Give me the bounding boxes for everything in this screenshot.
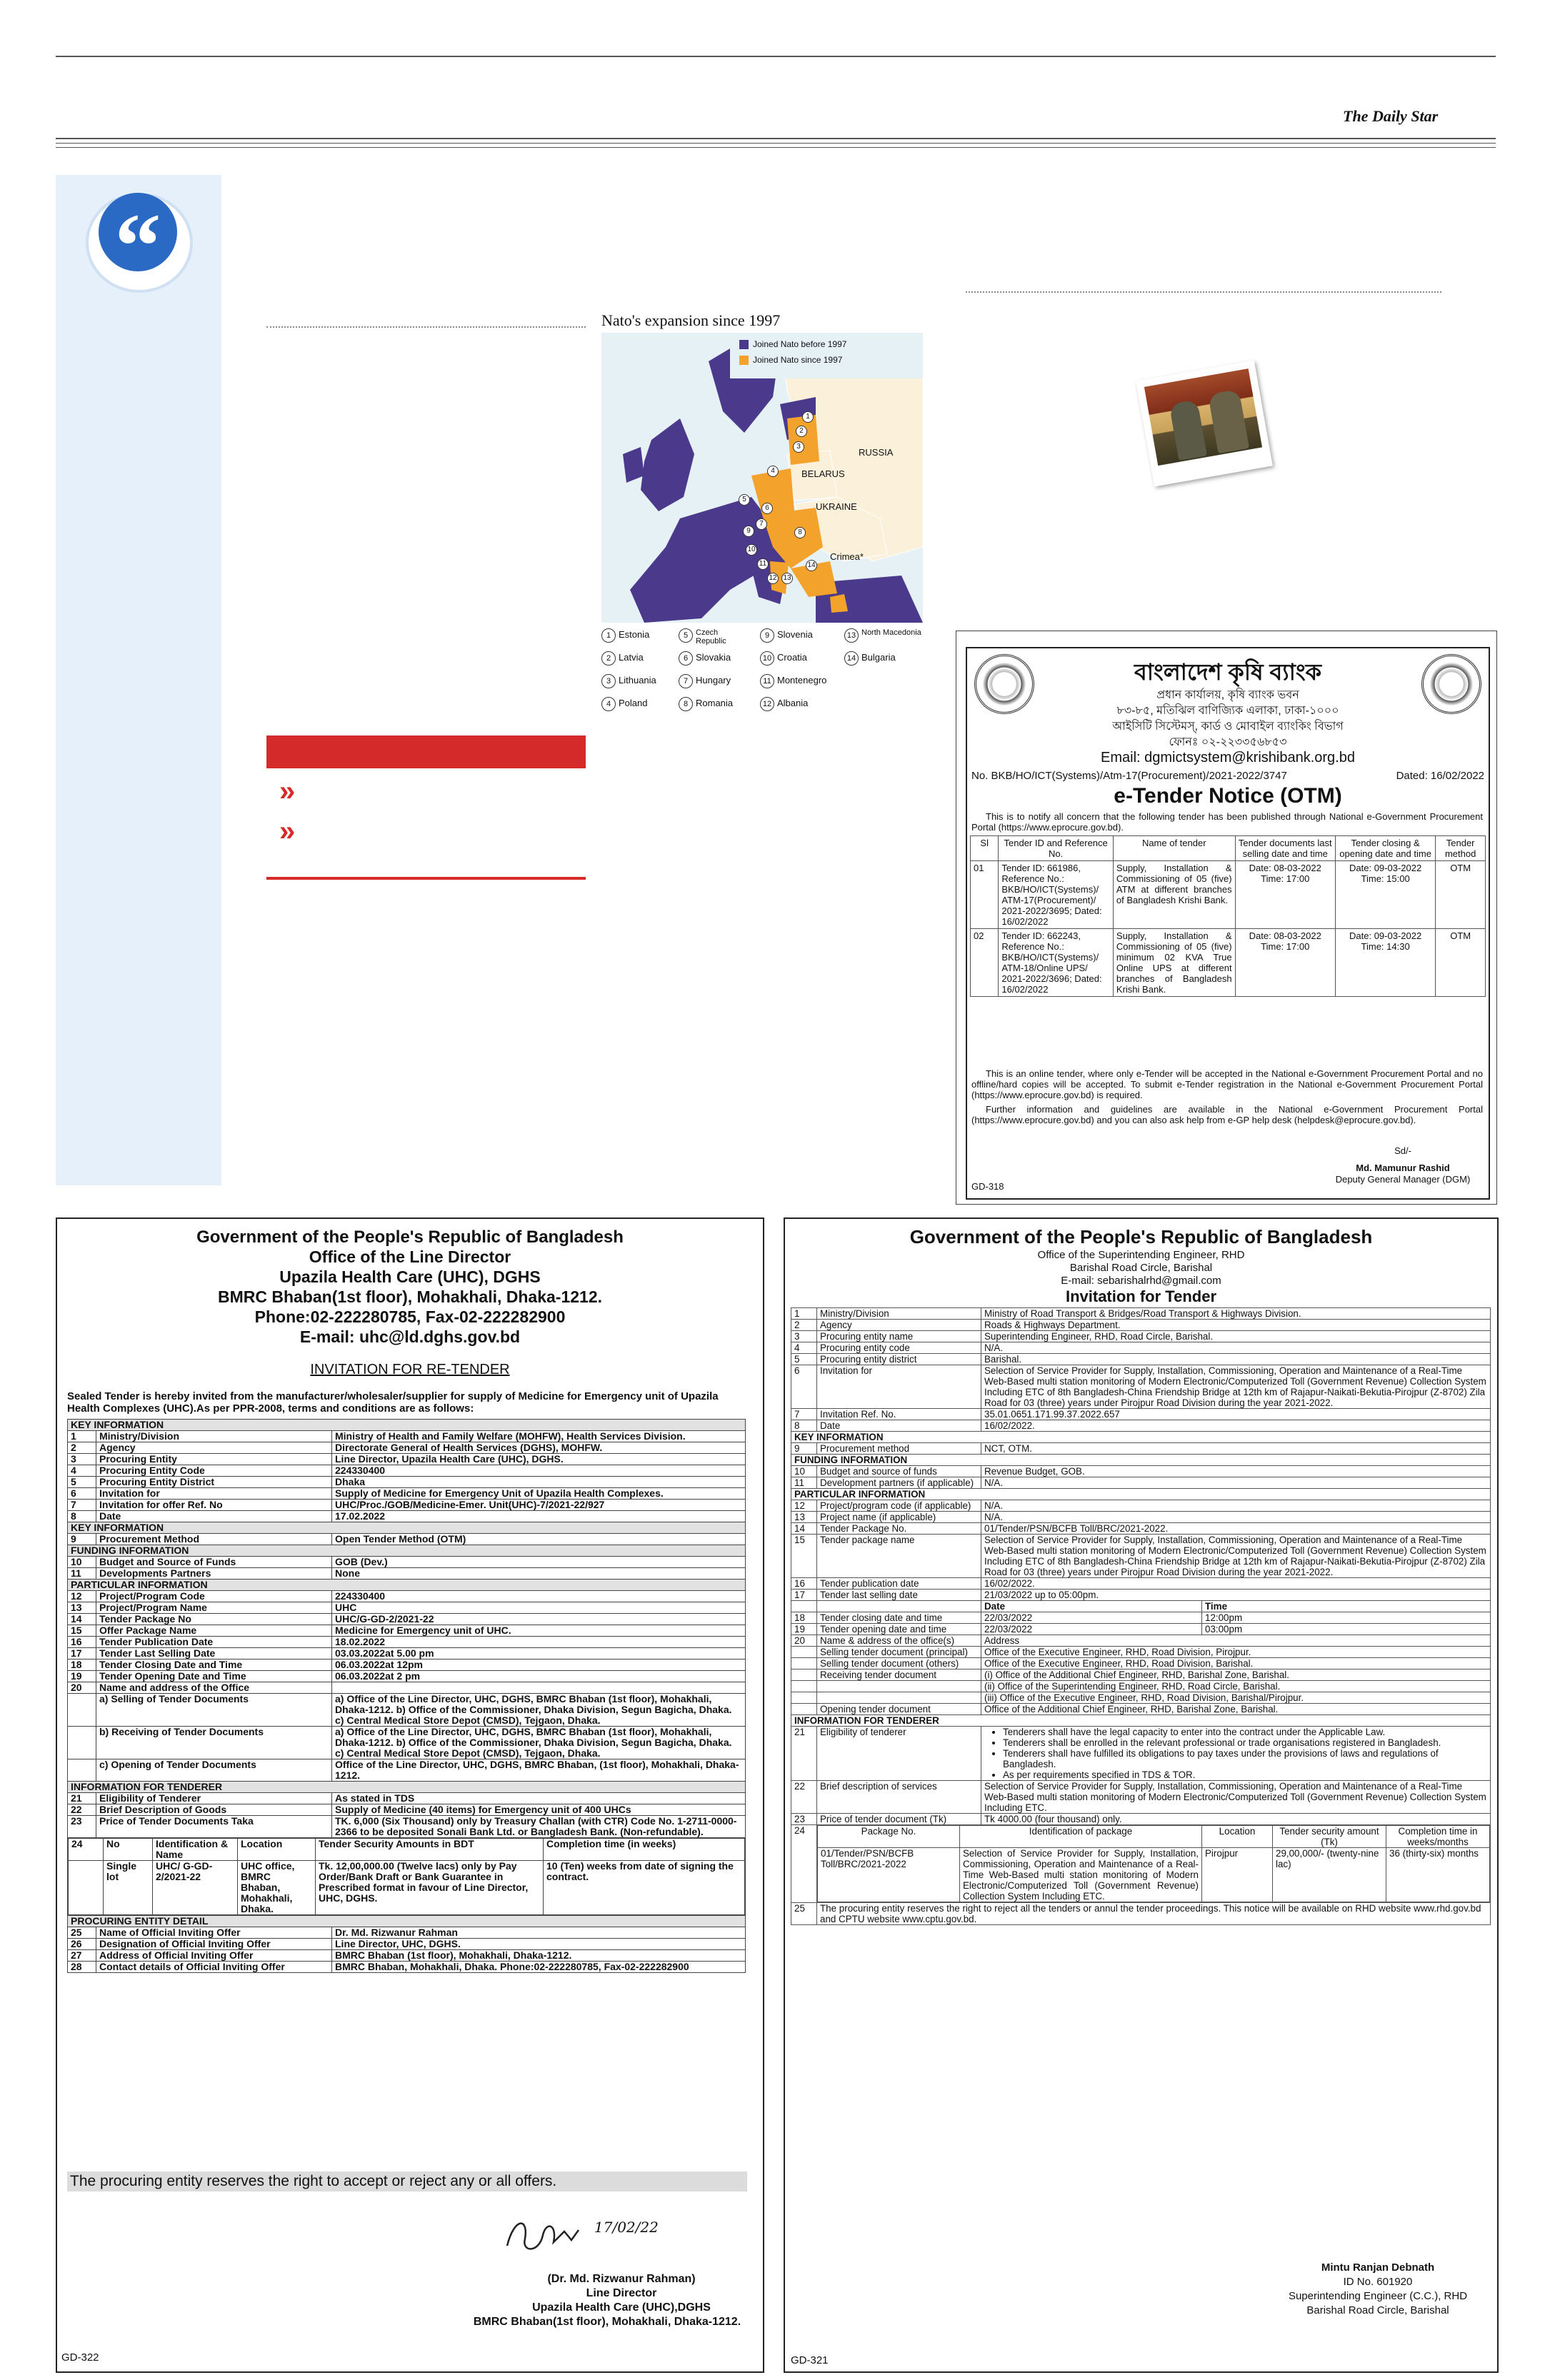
signer-title: Superintending Engineer (C.C.), RHD <box>1288 2290 1468 2302</box>
table-row: 18 Tender closing date and time 22/03/2022 12:00pm <box>791 1612 1491 1624</box>
table-row: 16 Tender Publication Date 18.02.2022 <box>68 1637 746 1648</box>
tender-date: Dated: 16/02/2022 <box>1396 770 1484 782</box>
section-header: INFORMATION FOR TENDERER <box>68 1782 746 1793</box>
table-row: 4 Procuring Entity Code 224330400 <box>68 1465 746 1477</box>
table-row: 6 Invitation for Supply of Medicine for Emergency Unit of Upazila Health Complexes. <box>68 1488 746 1500</box>
table-row: 20 Name and address of the Office <box>68 1682 746 1694</box>
nato-map <box>601 333 923 623</box>
highlights-footer <box>266 877 586 880</box>
map-marker: 3 <box>793 441 804 453</box>
package-header: Package No. Identification of package Location Tender security amount (Tk) Completion time in weeks/months <box>818 1826 1490 1848</box>
map-marker: 9 <box>743 526 754 537</box>
bank-address-bn: প্রধান কার্যালয়, কৃষি ব্যাংক ভবন <box>1156 689 1299 701</box>
bank-phone-bn: ফোনঃ ০২-২২৩৩৫৬৮৫৩ <box>1169 736 1287 748</box>
key-item: 13 North Macedonia <box>844 628 923 643</box>
map-marker: 4 <box>767 466 779 477</box>
map-marker: 14 <box>806 560 817 571</box>
section-header: KEY INFORMATION <box>68 1522 746 1534</box>
table-row: (iii) Office of the Executive Engineer, RHD, Road Division, Barishal/Pirojpur. <box>791 1692 1491 1704</box>
list-item: • As per requirements specified in TDS & TOR. <box>1003 1769 1487 1780</box>
section-header: PARTICULAR INFORMATION <box>791 1489 1491 1500</box>
legend-since: Joined Nato since 1997 <box>753 355 843 365</box>
section-header: INFORMATION FOR TENDERER <box>791 1715 1491 1727</box>
map-marker: 2 <box>796 426 807 437</box>
rhd-info-table <box>791 1307 1491 1925</box>
table-row: 11 Developments Partners None <box>68 1568 746 1580</box>
table-row: 25 The procuring entity reserves the right to reject all the tenders or annul the tender proceedings. This notice will be available on RHD website www.rhd.gov.bd and CPTU website www.cptu.gov.bd. <box>791 1903 1491 1925</box>
office-address: BMRC Bhaban(1st floor), Mohakhali, Dhaka-1212. <box>217 1287 603 1306</box>
table-row: 19 Tender Opening Date and Time 06.03.2022at 2 pm <box>68 1671 746 1682</box>
section-header: KEY INFORMATION <box>791 1432 1491 1443</box>
office-title: Office of the Line Director <box>309 1247 511 1266</box>
europe-map-graphic <box>601 333 923 623</box>
table-row: Selling tender document (others) Office of the Executive Engineer, RHD, Road Division, Barishal. <box>791 1658 1491 1669</box>
table-row: c) Opening of Tender Documents Office of the Line Director, UHC, DGHS, BMRC Bhaban, (1st floor), Mohakhali, Dhaka-1212. <box>68 1759 746 1782</box>
table-row: 23 Price of Tender Documents Taka TK. 6,000 (Six Thousand) only by Treasury Challan (with CTR) Code No. 1-2711-0000-2366 to be deposited Sonali Bank Ltd. or Bangladesh Bank. (Non-refundable). <box>68 1816 746 1838</box>
lot-section <box>68 1838 746 1916</box>
table-row: 02 Tender ID: 662243, Reference No.: BKB/HO/ICT(Systems)/ ATM-18/Online UPS/ 2021-2022/3696; Dated: 16/02/2022 Supply, Installation & Commissioning of 05 (five) minimum 02 KVA True Online UPS at different branches of Bangladesh Krishi Bank. Date: 08-03-2022 Time: 17:00 Date: 09-03-2022 Time: 14:30 OTM <box>971 929 1486 997</box>
table-row: 23 Price of tender document (Tk) Tk 4000.00 (four thousand) only. <box>791 1814 1491 1825</box>
table-row: 4 Procuring entity code N/A. <box>791 1342 1491 1354</box>
table-row: 21 Eligibility of Tenderer As stated in TDS <box>68 1793 746 1804</box>
table-row: 19 Tender opening date and time 22/03/2022 03:00pm <box>791 1624 1491 1635</box>
highlights-header <box>266 735 586 768</box>
signer-address: BMRC Bhaban(1st floor), Mohakhali, Dhaka-1212. <box>473 2316 741 2328</box>
signer-office: Barishal Road Circle, Barishal <box>1306 2304 1449 2316</box>
header-rule-2 <box>56 143 1496 144</box>
office-email[interactable]: E-mail: sebarishalrhd@gmail.com <box>1061 1275 1221 1287</box>
table-row: 5 Procuring entity district Barishal. <box>791 1354 1491 1365</box>
list-item: • Tenderers shall have fulfilled its obligations to pay taxes under the provisions of laws and regulations of Bangladesh. <box>1003 1748 1487 1769</box>
ad-code: GD-322 <box>61 2351 99 2364</box>
package-row: 01/Tender/PSN/BCFB Toll/BRC/2021-2022 Selection of Service Provider for Supply, Installation, Commissioning, Operation and Maintenance of a Real-Time Web-Based multi station monitoring of Modern Electronic/Computerized Toll (Government Revenue) Collection System Including ETC. Pirojpur 29,00,000/- (twenty-nine lac) 36 (thirty-six) months <box>818 1848 1490 1902</box>
quote-sidebar <box>56 175 221 1185</box>
section-header: FUNDING INFORMATION <box>791 1455 1491 1466</box>
section-header: PROCURING ENTITY DETAIL <box>68 1916 746 1927</box>
column-divider <box>966 291 1441 293</box>
key-item: 14 Bulgaria <box>844 651 896 666</box>
key-item: 10 Croatia <box>760 651 807 666</box>
ad-intro: Sealed Tender is hereby invited from the manufacturer/wholesaler/supplier for supply of Medicine for Emergency unit of Upazila Health Complexes (UHC).As per PPR-2008, terms and conditions are as follows: <box>67 1390 719 1415</box>
notice-heading: e-Tender Notice (OTM) <box>1114 784 1342 808</box>
notice-intro: This is to notify all concern that the following tender has been published through National e-Government Procurement Portal (https://www.eprocure.gov.bd). <box>971 811 1483 833</box>
office-address: Barishal Road Circle, Barishal <box>1069 1262 1213 1274</box>
key-item: 12 Albania <box>760 697 808 711</box>
signer-name: Md. Mamunur Rashid <box>1356 1163 1450 1173</box>
map-marker: 10 <box>746 544 757 556</box>
key-item: 1 Estonia <box>601 628 649 643</box>
table-row: 14 Tender Package No. 01/Tender/PSN/BCFB Toll/BRC/2021-2022. <box>791 1523 1491 1535</box>
legend-before: Joined Nato before 1997 <box>753 339 847 349</box>
ad-heading: Invitation for Tender <box>1065 1287 1217 1305</box>
list-item: • Tenderers shall have the legal capacity to enter into the contract under the Applicable Law. <box>1003 1727 1487 1737</box>
table-row: Opening tender document Office of the Additional Chief Engineer, RHD, Barishal Zone, Barishal. <box>791 1704 1491 1715</box>
table-row: 1 Ministry/Division Ministry of Health and Family Welfare (MOHFW), Health Services Division. <box>68 1431 746 1442</box>
table-row: 7 Invitation for offer Ref. No UHC/Proc./GOB/Medicine-Emer. Unit(UHC)-7/2021-22/927 <box>68 1500 746 1511</box>
govt-title: Government of the People's Republic of Bangladesh <box>196 1227 624 1247</box>
masthead: The Daily Star <box>1343 107 1439 125</box>
key-item: 2 Latvia <box>601 651 644 666</box>
table-row: a) Selling of Tender Documents a) Office of the Line Director, UHC, DGHS, BMRC Bhaban (1st floor), Mohakhali, Dhaka-1212. b) Office of the Commissioner, Dhaka Division, Segun Bagicha, Dhaka. c) Central Medical Store Depot (CMSD), Tejgaon, Dhaka. <box>68 1694 746 1727</box>
table-row: 9 Procurement method NCT, OTM. <box>791 1443 1491 1455</box>
table-row: 2 Agency Directorate General of Health Services (DGHS), MOHFW. <box>68 1442 746 1454</box>
map-marker: 1 <box>802 411 814 423</box>
notice-footer: This is an online tender, where only e-Tender will be accepted in the National e-Government Procurement Portal and no offline/hard copies will be accepted. To submit e-Tender registration in the National e-Government Procurement Portal (https://www.eprocure.gov.bd) is required. <box>971 1068 1483 1100</box>
key-item: 4 Poland <box>601 697 647 711</box>
section-header: KEY INFORMATION <box>68 1420 746 1431</box>
date-time-header: Date Time <box>791 1601 1491 1612</box>
dghs-tender-ad <box>56 1217 764 2373</box>
package-table <box>817 1825 1490 1902</box>
person-figure <box>1208 389 1249 453</box>
key-item: 8 Romania <box>679 697 733 711</box>
table-row: 15 Tender package name Selection of Service Provider for Supply, Installation, Commissioning, Operation and Maintenance of a Real-Time Web-Based multi station monitoring of Modern Electronic/Computerized Toll (Government Revenue) Collection System Including ETC of 8th Bangladesh-China Friendship Bridge at 12th km of Rajapur-Naikati-Bekutia-Pirojpur (Z-8702) Zila Road for 03 (three) years under Pirojpur Road Division during the year 2021-2022. <box>791 1535 1491 1578</box>
office-title: Office of the Superintending Engineer, RHD <box>1037 1249 1245 1261</box>
table-row: 8 Date 17.02.2022 <box>68 1511 746 1522</box>
table-header: Sl Tender ID and Reference No. Name of tender Tender documents last selling date and time Tender closing & opening date and time Tender method <box>971 836 1486 861</box>
table-row: 27 Address of Official Inviting Offer BMRC Bhaban (1st floor), Mohakhali, Dhaka-1212. <box>68 1950 746 1962</box>
label-ukraine: UKRAINE <box>816 501 857 512</box>
signer-title: Deputy General Manager (DGM) <box>1335 1174 1471 1185</box>
signer-id: ID No. 601920 <box>1343 2276 1413 2288</box>
header-rule-1 <box>56 138 1496 139</box>
top-rule <box>56 56 1496 57</box>
table-row: 20 Name & address of the office(s) Address <box>791 1635 1491 1647</box>
bullet-icon: » <box>279 815 296 847</box>
table-row: 11 Development partners (if applicable) N/A. <box>791 1477 1491 1489</box>
table-row: 25 Name of Official Inviting Offer Dr. Md. Rizwanur Rahman <box>68 1927 746 1939</box>
govt-title: Government of the People's Republic of Bangladesh <box>909 1226 1373 1247</box>
column-divider <box>266 326 586 328</box>
signer-office: Upazila Health Care (UHC),DGHS <box>532 2301 711 2314</box>
table-row: 14 Tender Package No UHC/G-GD-2/2021-22 <box>68 1614 746 1625</box>
notice-footer: Further information and guidelines are available in the National e-Government Procurement Portal (https://www.eprocure.gov.bd) and you can also ask help from e-GP help desk (helpdesk@eprocure.gov.bd). <box>971 1104 1483 1125</box>
table-row: 5 Procuring Entity District Dhaka <box>68 1477 746 1488</box>
table-row: 3 Procuring Entity Line Director, Upazila Health Care (UHC), DGHS. <box>68 1454 746 1465</box>
key-item: 9 Slovenia <box>760 628 813 643</box>
table-row: 6 Invitation for Selection of Service Provider for Supply, Installation, Commissioning, Operation and Maintenance of a Real-Time Web-Based multi station monitoring of Modern Electronic/Computerized Toll (Government Revenue) Collection System Including ETC of 8th Bangladesh-China Friendship Bridge at 12th km of Rajapur-Naikati-Bekutia-Pirojpur (Z-8702) Zila Road for 03 (three) years under Pirojpur Road Division during the year 2021-2022. <box>791 1365 1491 1409</box>
map-marker: 8 <box>794 527 806 538</box>
label-crimea: Crimea* <box>830 551 864 562</box>
table-row: (ii) Office of the Superintending Engineer, RHD, Road Circle, Barishal. <box>791 1681 1491 1692</box>
dghs-info-table <box>67 1419 746 1973</box>
list-item: • Tenderers shall be enrolled in the relevant professional or trade organisations registered in Bangladesh. <box>1003 1737 1487 1748</box>
table-row: 12 Project/Program Code 224330400 <box>68 1591 746 1602</box>
table-row: 13 Project name (if applicable) N/A. <box>791 1512 1491 1523</box>
table-row: 17 Tender last selling date 21/03/2022 up to 05:00pm. <box>791 1590 1491 1601</box>
table-row: 2 Agency Roads & Highways Department. <box>791 1320 1491 1331</box>
table-row: 7 Invitation Ref. No. 35.01.0651.171.99.37.2022.657 <box>791 1409 1491 1420</box>
table-row: 17 Tender Last Selling Date 03.03.2022at 5.00 pm <box>68 1648 746 1660</box>
map-marker: 11 <box>757 558 769 570</box>
rhd-tender-ad <box>784 1217 1499 2373</box>
package-section: 24 Package No. Identification of package Location Tender security amount (Tk) Completion time in weeks/months 01/Tender/PSN/BCFB Toll/BRC/2021-2022 Selection of Service Provider for Supply, Installation, Commissioning, Operation and Maintenance of a Real-Time Web-Based multi station monitoring of Modern Electronic/Computerized Toll (Government Revenue) Collection System Including ETC. Pirojpur 29,00,000/- (twenty-nine lac) 36 (thirty-six) months <box>791 1825 1491 1903</box>
signer-name: (Dr. Md. Rizwanur Rahman) <box>547 2273 696 2285</box>
table-row: 15 Offer Package Name Medicine for Emergency unit of UHC. <box>68 1625 746 1637</box>
signer-name: Mintu Ranjan Debnath <box>1321 2261 1435 2274</box>
map-marker: 13 <box>781 573 793 584</box>
table-row: 22 Brief Description of Goods Supply of Medicine (40 items) for Emergency unit of 400 UHCs <box>68 1804 746 1816</box>
reserve-line: The procuring entity reserves the right to accept or reject any or all offers. <box>67 2171 747 2191</box>
label-belarus: BELARUS <box>801 468 845 479</box>
table-row: 10 Budget and source of funds Revenue Budget, GOB. <box>791 1466 1491 1477</box>
eligibility-list <box>984 1727 1487 1780</box>
table-row: 18 Tender Closing Date and Time 06.03.2022at 12pm <box>68 1660 746 1671</box>
section-header: PARTICULAR INFORMATION <box>68 1580 746 1591</box>
header-rule-3 <box>56 147 1496 148</box>
table-row: 8 Date 16/02/2022. <box>791 1420 1491 1432</box>
table-row: b) Receiving of Tender Documents a) Office of the Line Director, UHC, DGHS, BMRC Bhaban (1st floor), Mohakhali, Dhaka-1212. b) Office of the Commissioner, Dhaka Division, Segun Bagicha, Dhaka. c) Central Medical Store Depot (CMSD), Tejgaon, Dhaka. <box>68 1727 746 1759</box>
map-marker: 6 <box>761 503 773 514</box>
key-item: 3 Lithuania <box>601 674 656 688</box>
bank-address-bn: ৮৩-৮৫, মতিঝিল বাণিজ্যিক এলাকা, ঢাকা-১০০০ <box>1116 705 1339 717</box>
table-row: 1 Ministry/Division Ministry of Road Transport & Bridges/Road Transport & Highways Division. <box>791 1308 1491 1320</box>
bank-dept-bn: আইসিটি সিস্টেমস্, কার্ড ও মোবাইল ব্যাংকিং বিভাগ <box>1112 720 1344 733</box>
ad-code: GD-321 <box>791 2354 829 2366</box>
map-title: Nato's expansion since 1997 <box>601 311 781 329</box>
tender-table <box>970 835 1486 997</box>
table-row: 3 Procuring entity name Superintending Engineer, RHD, Road Circle, Barishal. <box>791 1331 1491 1342</box>
map-marker: 5 <box>739 494 750 506</box>
bank-title-bn: বাংলাদেশ কৃষি ব্যাংক <box>1134 659 1322 685</box>
news-photo <box>1136 361 1272 487</box>
signer-title: Line Director <box>586 2287 657 2299</box>
office-email[interactable]: E-mail: uhc@ld.dghs.gov.bd <box>299 1327 521 1346</box>
map-marker: 12 <box>767 573 779 584</box>
table-row: 28 Contact details of Official Inviting Offer BMRC Bhaban, Mohakhali, Dhaka. Phone:02-222280785, Fax-02-222282900 <box>68 1962 746 1973</box>
bank-email[interactable]: Email: dgmictsystem@krishibank.org.bd <box>1101 750 1355 765</box>
key-item: 11 Montenegro <box>760 674 826 688</box>
table-row: 9 Procurement Method Open Tender Method (OTM) <box>68 1534 746 1545</box>
table-row: 01 Tender ID: 661986, Reference No.: BKB/HO/ICT(Systems)/ ATM-17(Procurement)/ 2021-2022/3695; Dated: 16/02/2022 Supply, Installation & Commissioning of 05 (five) ATM at different branches of Bangladesh Krishi Bank. Date: 08-03-2022 Time: 17:00 Date: 09-03-2022 Time: 15:00 OTM <box>971 861 1486 929</box>
label-russia: RUSSIA <box>859 447 894 458</box>
office-title: Upazila Health Care (UHC), DGHS <box>279 1267 541 1286</box>
lot-table <box>68 1838 745 1915</box>
lot-header: 24 No Identification & Name Location Tender Security Amounts in BDT Completion time (in weeks) <box>69 1839 745 1861</box>
lot-row: Single lot UHC/ G-GD-2/2021-22 UHC office, BMRC Bhaban, Mohakhali, Dhaka. Tk. 12,00,000.00 (Twelve lacs) only by Pay Order/Bank Draft or Bank Guarantee in Prescribed format in favour of Line Director, UHC, DGHS. 10 (Ten) weeks from date of signing the contract. <box>69 1861 745 1915</box>
table-row: 13 Project/Program Name UHC <box>68 1602 746 1614</box>
ad-heading: INVITATION FOR RE-TENDER <box>310 1362 510 1377</box>
table-row: 26 Designation of Official Inviting Offer Line Director, UHC, DGHS. <box>68 1939 746 1950</box>
tender-ref: No. BKB/HO/ICT(Systems)/Atm-17(Procurement)/2021-2022/3747 <box>971 770 1287 782</box>
key-item: 6 Slovakia <box>679 651 731 666</box>
bullet-icon: » <box>279 775 296 807</box>
table-row: Receiving tender document (i) Office of the Additional Chief Engineer, RHD, Barishal Zone, Barishal. <box>791 1669 1491 1681</box>
krishi-bank-ad <box>966 647 1490 1200</box>
table-row: Selling tender document (principal) Office of the Executive Engineer, RHD, Road Division, Pirojpur. <box>791 1647 1491 1658</box>
photo-image <box>1144 368 1262 466</box>
quote-icon: “ <box>99 193 177 271</box>
signature-date: 17/02/22 <box>594 2219 659 2236</box>
table-row: 21 Eligibility of tenderer • Tenderers shall have the legal capacity to enter into the contract under the Applicable Law. • Tenderers shall be enrolled in the relevant professional or trade organisations registered in Bangladesh. • Tenderers shall have fulfilled its obligations to pay taxes under the provisions of laws and regulations of Bangladesh. • As per requirements specified in TDS & TOR. <box>791 1727 1491 1781</box>
office-phone: Phone:02-222280785, Fax-02-222282900 <box>254 1307 566 1326</box>
person-figure <box>1169 399 1207 461</box>
signature-sd: Sd/- <box>1394 1145 1411 1156</box>
table-row: 10 Budget and Source of Funds GOB (Dev.) <box>68 1557 746 1568</box>
table-row: 12 Project/program code (if applicable) N/A. <box>791 1500 1491 1512</box>
section-header: FUNDING INFORMATION <box>68 1545 746 1557</box>
map-marker: 7 <box>756 518 767 530</box>
table-row: 22 Brief description of services Selection of Service Provider for Supply, Installation, Commissioning, Operation and Maintenance of a Real-Time Web-Based multi station monitoring of Modern Electronic/Computerized Toll (Government Revenue) Collection System Including ETC. <box>791 1781 1491 1814</box>
highlights-box <box>266 735 586 880</box>
key-item: 5 Czech Republic <box>679 628 750 646</box>
table-row: 16 Tender publication date 16/02/2022. <box>791 1578 1491 1590</box>
key-item: 7 Hungary <box>679 674 731 688</box>
ad-code: GD-318 <box>971 1181 1004 1192</box>
